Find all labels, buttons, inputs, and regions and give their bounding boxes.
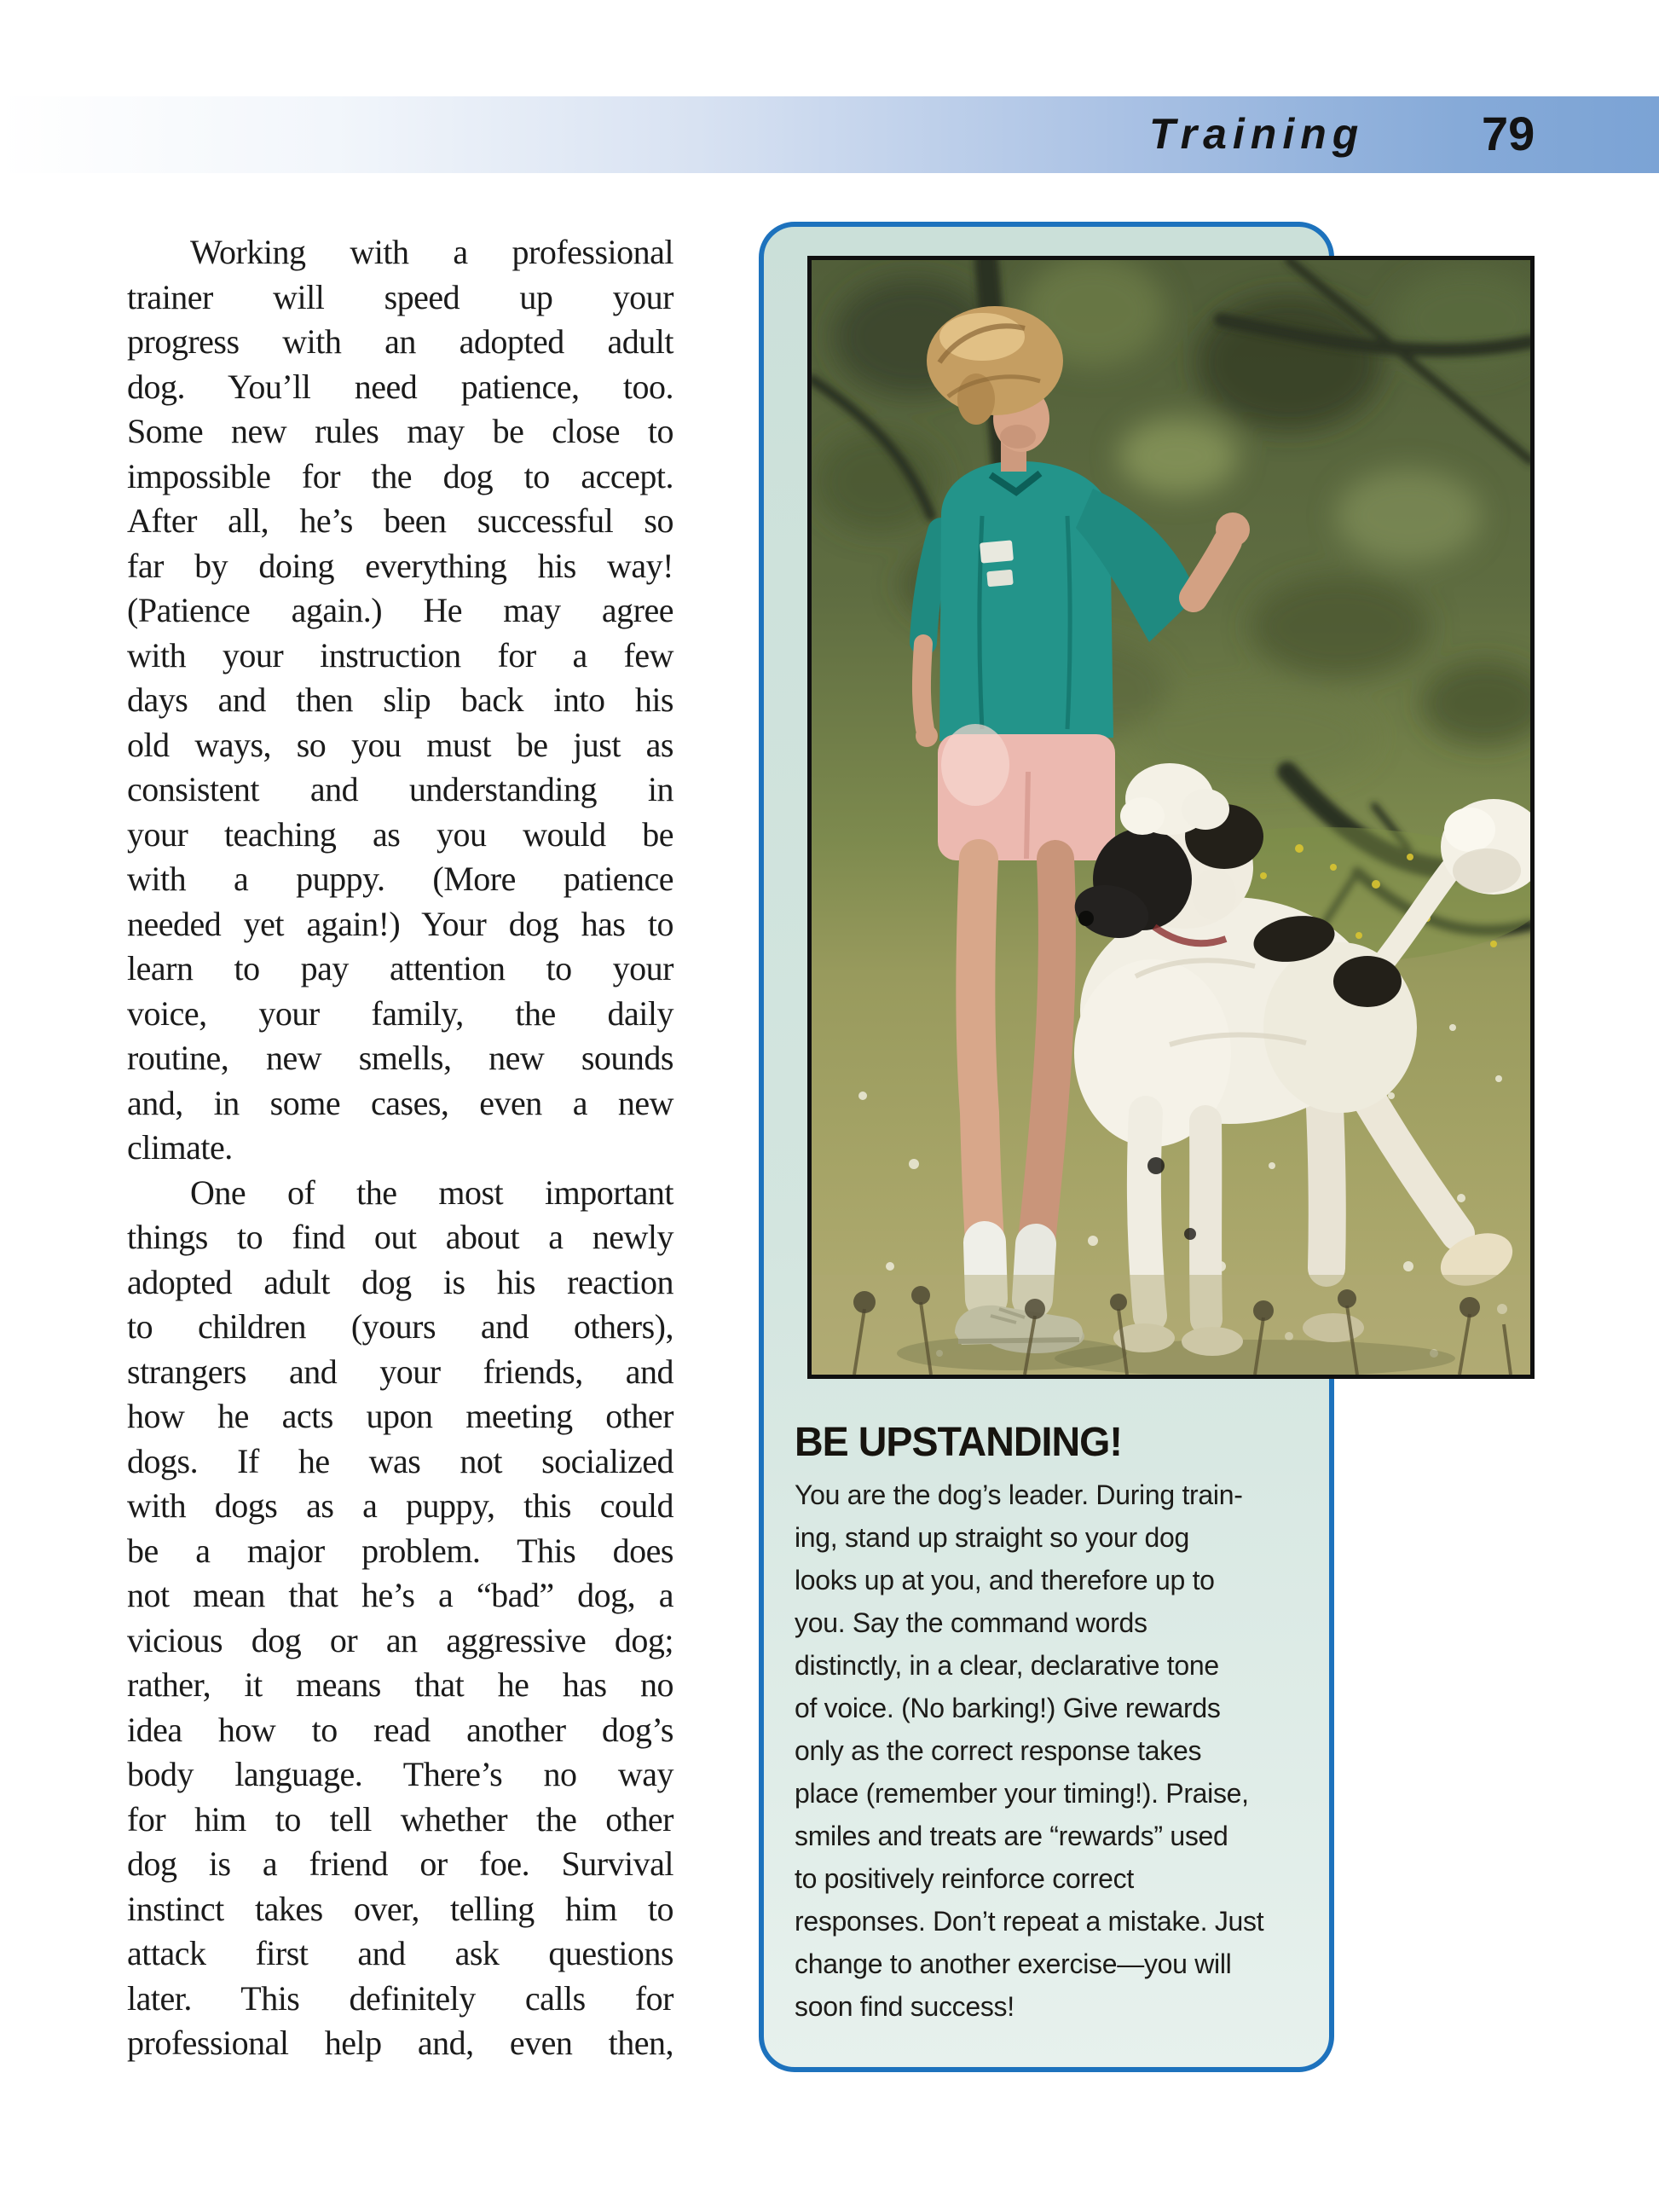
article-line: body language. There’s no way: [127, 1755, 673, 1793]
article-line: impossible for the dog to accept.: [127, 456, 673, 495]
article-line: dog is a friend or foe. Survival: [127, 1844, 673, 1883]
article-line: vicious dog or an aggressive dog;: [127, 1620, 673, 1659]
hand-signal: [1216, 512, 1250, 547]
article-line: dogs. If he was not socialized: [127, 1441, 673, 1480]
article-line: old ways, so you must be just as: [127, 725, 673, 764]
article-line: climate.: [127, 1128, 233, 1167]
article-line: trainer will speed up your: [127, 277, 673, 316]
sidebar-line: distinctly, in a clear, declarative tone: [795, 1650, 1219, 1681]
sidebar-heading: BE UPSTANDING!: [795, 1420, 1122, 1465]
training-photo: [807, 256, 1535, 1379]
article-line: days and then slip back into his: [127, 680, 673, 719]
article-line: how he acts upon meeting other: [127, 1397, 673, 1435]
article-line: rather, it means that he has no: [127, 1665, 673, 1704]
sidebar-line: You are the dog’s leader. During train-: [795, 1479, 1243, 1510]
article-line: needed yet again!) Your dog has to: [127, 904, 673, 943]
sidebar-line: you. Say the command words: [795, 1607, 1147, 1638]
article-line: Some new rules may be close to: [127, 412, 673, 450]
article-line: After all, he’s been successful so: [127, 501, 673, 540]
article-line: with your instruction for a few: [127, 635, 673, 675]
article-line: Working with a professional: [190, 233, 673, 271]
article-line: consistent and understanding in: [127, 770, 673, 808]
article-line: idea how to read another dog’s: [127, 1710, 673, 1749]
article-line: attack first and ask questions: [127, 1934, 673, 1972]
sidebar-line: looks up at you, and therefore up to: [795, 1565, 1215, 1595]
sidebar-line: of voice. (No barking!) Give rewards: [795, 1693, 1221, 1723]
article-line: with a puppy. (More patience: [127, 860, 673, 898]
chapter-title: Training: [1149, 109, 1365, 158]
article-line: progress with an adopted adult: [127, 322, 673, 361]
article-line: (Patience again.) He may agree: [127, 591, 673, 629]
dog-rump-patch: [1333, 956, 1402, 1007]
sidebar-line: soon find success!: [795, 1991, 1014, 2022]
article-text: [127, 230, 673, 2066]
article-line: professional help and, even then,: [127, 2024, 673, 2062]
article-line: with dogs as a puppy, this could: [127, 1486, 673, 1525]
sidebar-line: place (remember your timing!). Praise,: [795, 1778, 1249, 1809]
name-tag: [980, 540, 1014, 563]
article-line: and, in some cases, even a new: [127, 1083, 673, 1122]
article-line: later. This definitely calls for: [127, 1978, 673, 2018]
article-line: to children (yours and others),: [127, 1307, 673, 1346]
article-line: learn to pay attention to your: [127, 949, 673, 987]
page-number: 79: [1482, 107, 1535, 161]
foreground-grass: [812, 1275, 1530, 1375]
sidebar-line: ing, stand up straight so your dog: [795, 1522, 1189, 1553]
photo-illustration: [812, 260, 1530, 1375]
article-line: things to find out about a newly: [127, 1218, 673, 1256]
sidebar-line: smiles and treats are “rewards” used: [795, 1821, 1228, 1851]
article-line: far by doing everything his way!: [127, 546, 673, 585]
chapter-header-band: [0, 96, 1659, 173]
article-line: instinct takes over, telling him to: [127, 1889, 673, 1928]
article-line: your teaching as you would be: [127, 814, 673, 854]
article-line: adopted adult dog is his reaction: [127, 1262, 673, 1301]
article-line: dog. You’ll need patience, too.: [127, 367, 673, 406]
sidebar-text: [795, 1474, 1332, 2028]
sidebar-line: responses. Don’t repeat a mistake. Just: [795, 1906, 1264, 1937]
article-line: voice, your family, the daily: [127, 993, 673, 1033]
article-line: be a major problem. This does: [127, 1531, 673, 1570]
dog-nose: [1078, 911, 1094, 926]
article-line: not mean that he’s a “bad” dog, a: [127, 1576, 673, 1614]
article-line: One of the most important: [190, 1173, 673, 1212]
article-line: routine, new smells, new sounds: [127, 1039, 673, 1077]
sidebar-line: change to another exercise—you will: [795, 1949, 1232, 1979]
sidebar-line: to positively reinforce correct: [795, 1863, 1134, 1894]
article-line: for him to tell whether the other: [127, 1799, 673, 1839]
article-line: strangers and your friends, and: [127, 1352, 673, 1391]
sidebar-line: only as the correct response takes: [795, 1735, 1202, 1766]
